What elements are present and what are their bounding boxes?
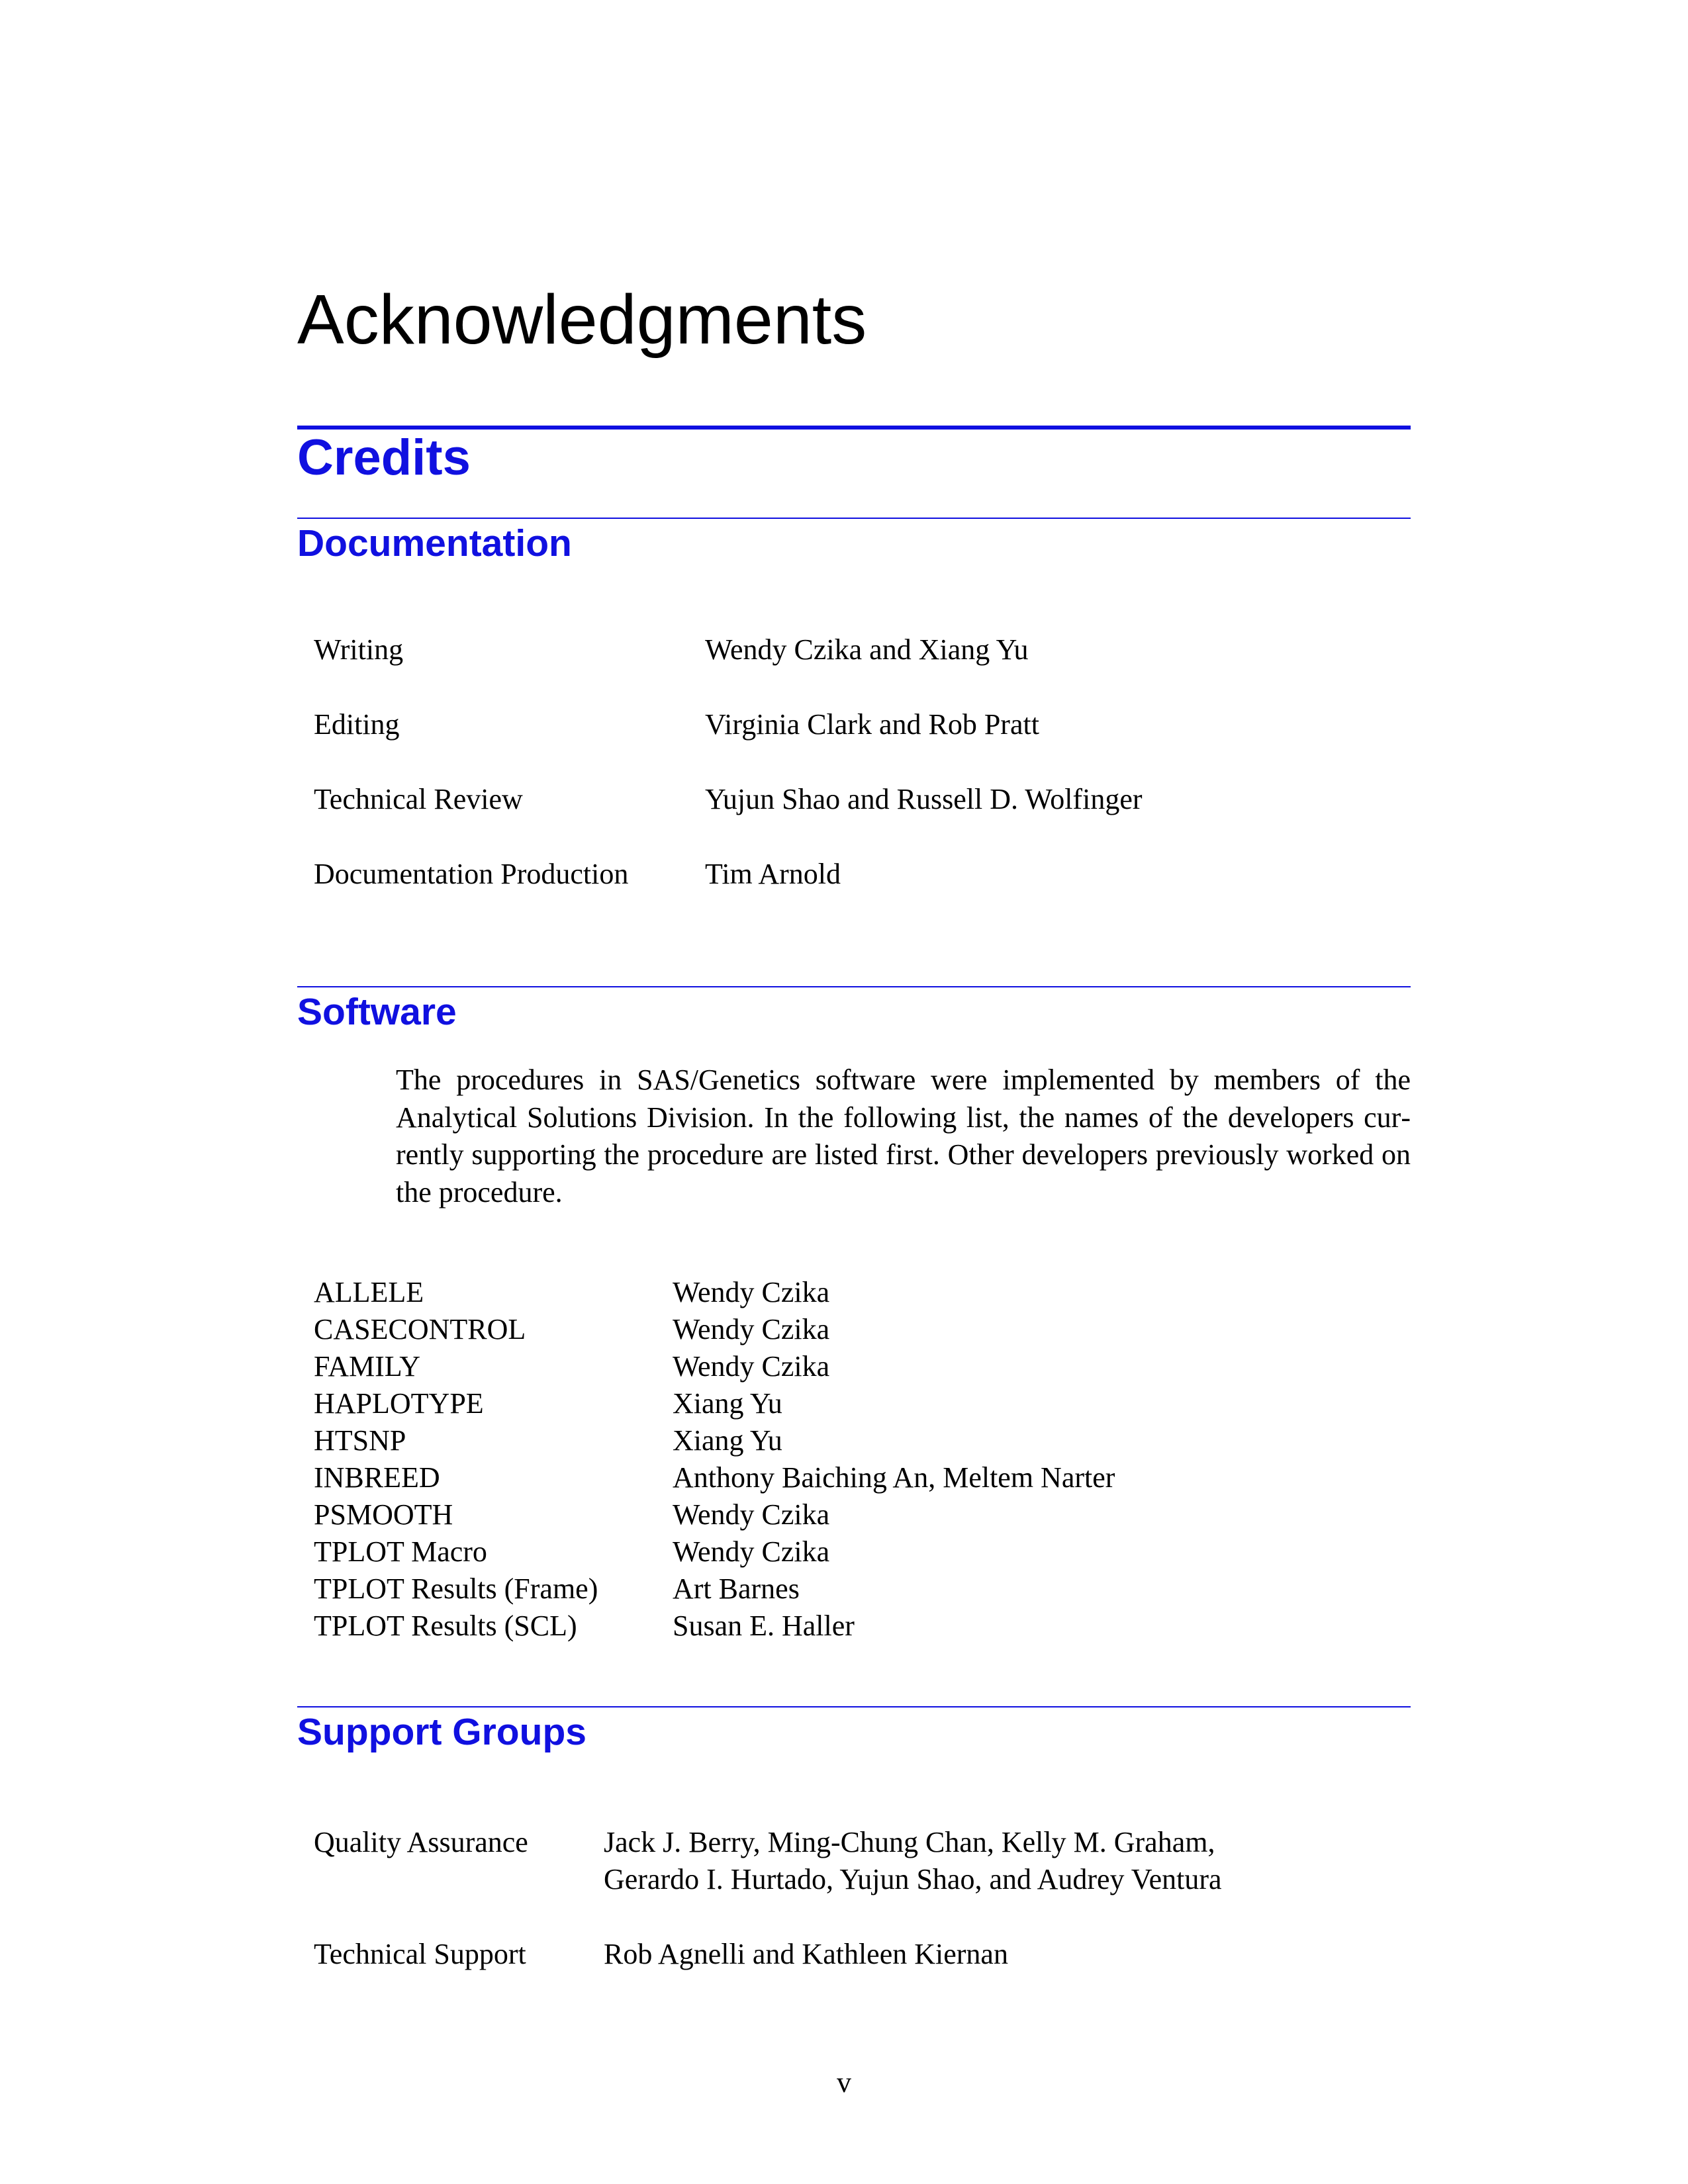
credit-role: Technical Review <box>314 783 523 815</box>
procedure-developers: Susan E. Haller <box>673 1610 855 1642</box>
support-group-names-line2: Gerardo I. Hurtado, Yujun Shao, and Audrey Ventura <box>604 1863 1222 1895</box>
list-item <box>0 1315 1688 1352</box>
procedure-developers: Wendy Czika <box>673 1535 830 1568</box>
documentation-rule <box>297 518 1411 519</box>
list-item <box>0 1574 1688 1612</box>
support-groups-rule <box>297 1706 1411 1707</box>
list-item <box>0 1278 1688 1315</box>
credit-names: Wendy Czika and Xiang Yu <box>705 633 1029 666</box>
credit-role: Writing <box>314 633 404 666</box>
procedure-developers: Wendy Czika <box>673 1498 830 1531</box>
procedure-name: CASECONTROL <box>314 1313 526 1345</box>
procedure-developers: Anthony Baiching An, Meltem Narter <box>673 1461 1115 1494</box>
credits-heading: Credits <box>297 430 471 486</box>
procedure-developers: Wendy Czika <box>673 1313 830 1345</box>
credit-names: Virginia Clark and Rob Pratt <box>705 708 1039 741</box>
list-item <box>0 1352 1688 1389</box>
procedure-name: TPLOT Macro <box>314 1535 487 1568</box>
software-rule <box>297 986 1411 987</box>
procedure-developers: Xiang Yu <box>673 1424 782 1457</box>
list-item <box>0 1612 1688 1649</box>
procedure-name: INBREED <box>314 1461 440 1494</box>
software-heading: Software <box>297 991 457 1033</box>
documentation-heading: Documentation <box>297 522 572 565</box>
credit-role: Documentation Production <box>314 858 629 890</box>
list-item <box>0 1537 1688 1574</box>
procedure-name: TPLOT Results (SCL) <box>314 1610 577 1642</box>
page-number: v <box>837 2066 851 2099</box>
support-groups-heading: Support Groups <box>297 1711 586 1753</box>
procedure-name: TPLOT Results (Frame) <box>314 1572 598 1605</box>
procedure-name: ALLELE <box>314 1276 424 1308</box>
procedure-developers: Wendy Czika <box>673 1276 830 1308</box>
software-paragraph: The procedures in SAS/Genetics software were implemented by members of the Analytical Solutions Division. In the following list, the names of the developers currently supporting the procedure are listed first. Other developers previously worked on the procedure. <box>396 1064 1411 1208</box>
page-title: Acknowledgments <box>297 281 867 359</box>
support-group-name: Technical Support <box>314 1938 526 1970</box>
procedure-name: HTSNP <box>314 1424 406 1457</box>
procedure-name: PSMOOTH <box>314 1498 453 1531</box>
list-item <box>0 1389 1688 1426</box>
list-item <box>0 1426 1688 1463</box>
list-item <box>0 1463 1688 1500</box>
support-group-names-line1: Jack J. Berry, Ming-Chung Chan, Kelly M. Graham, <box>604 1826 1215 1858</box>
credit-names: Tim Arnold <box>705 858 841 890</box>
procedure-name: FAMILY <box>314 1350 421 1383</box>
credit-names: Yujun Shao and Russell D. Wolfinger <box>705 783 1143 815</box>
procedure-developers: Art Barnes <box>673 1572 800 1605</box>
procedure-name: HAPLOTYPE <box>314 1387 484 1420</box>
procedure-developers: Wendy Czika <box>673 1350 830 1383</box>
support-group-names-line1: Rob Agnelli and Kathleen Kiernan <box>604 1938 1008 1970</box>
procedure-developers: Xiang Yu <box>673 1387 782 1420</box>
credit-role: Editing <box>314 708 400 741</box>
list-item <box>0 1500 1688 1537</box>
support-group-name: Quality Assurance <box>314 1826 528 1858</box>
